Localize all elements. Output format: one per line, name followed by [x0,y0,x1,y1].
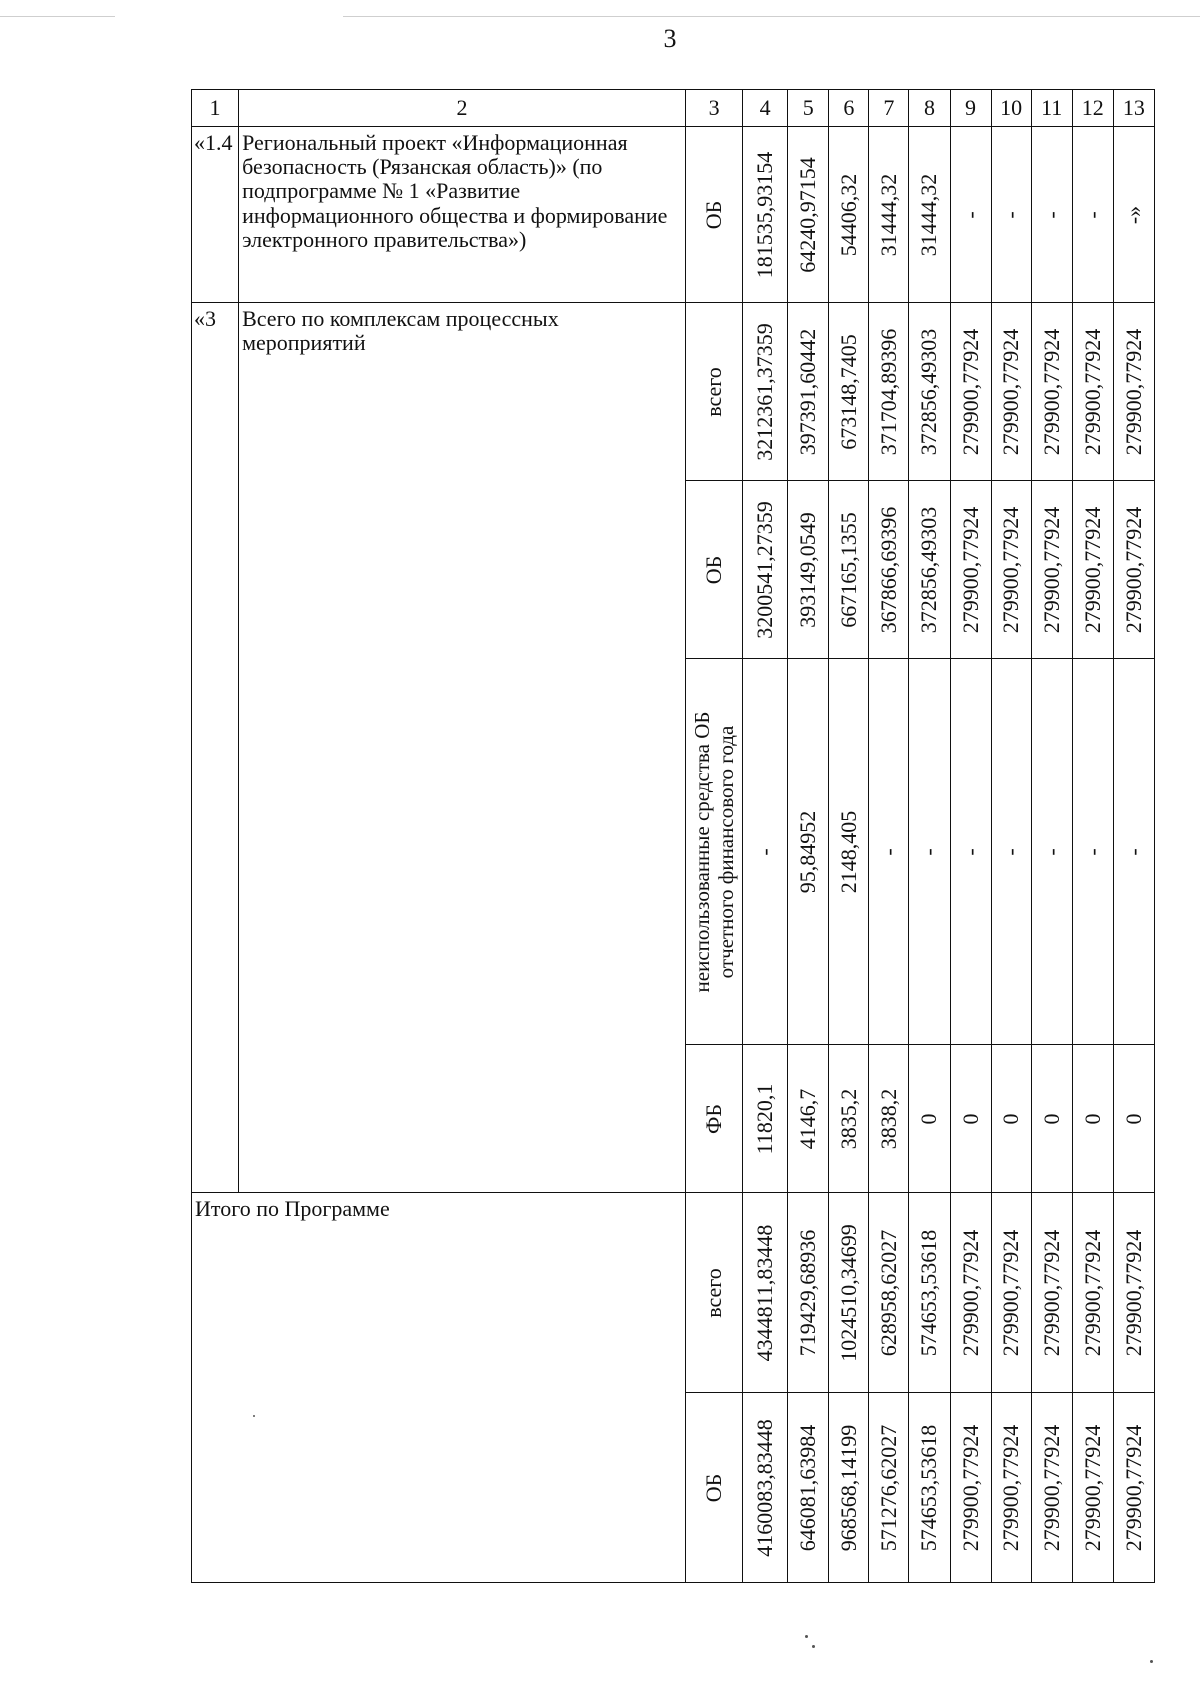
amount-cell [991,303,1031,481]
amount-cell [1072,127,1113,303]
amount-value: 279900,77924 [1079,1424,1105,1551]
scan-speck [805,1635,808,1638]
amount-cell [1072,1193,1113,1393]
amount-cell [788,127,829,303]
amount-value: 95,84952 [795,810,821,893]
column-number: 3 [686,90,743,127]
amount-value: 393149,0549 [795,511,821,628]
amount-value: 0 [998,1113,1024,1124]
amount-value: 11820,1 [752,1083,778,1154]
column-number: 1 [192,90,239,127]
amount-value: 279900,77924 [998,1229,1024,1356]
column-number: 6 [829,90,869,127]
amount-value: - [1038,847,1064,856]
amount-value: 3200541,27359 [752,500,778,639]
amount-value: - [957,210,983,219]
table-row [192,127,1155,303]
amount-value: 31444,32 [916,173,942,256]
amount-cell [743,1193,788,1393]
amount-value: 574653,53618 [916,1424,942,1551]
amount-cell [1031,481,1072,659]
amount-value: 673148,7405 [835,333,861,450]
scan-speck [253,1415,255,1417]
amount-cell [1113,1193,1154,1393]
page-number: 3 [663,24,677,53]
amount-cell [788,1193,829,1393]
amount-value: 0 [1079,1113,1105,1124]
amount-cell [743,1393,788,1583]
amount-value: - [875,847,901,856]
amount-cell [1113,127,1154,303]
column-number: 11 [1031,90,1072,127]
amount-cell [1113,1393,1154,1583]
amount-cell [909,303,950,481]
amount-value: 279900,77924 [998,506,1024,633]
amount-cell [1113,659,1154,1045]
amount-cell [1031,1045,1072,1193]
amount-value: 4160083,83448 [752,1418,778,1557]
amount-value: 372856,49303 [916,328,942,455]
funding-source-label: ОБ [700,555,726,584]
column-number: 7 [869,90,909,127]
amount-cell [743,303,788,481]
column-number: 12 [1072,90,1113,127]
amount-cell [991,659,1031,1045]
amount-cell [1072,303,1113,481]
amount-cell [1031,303,1072,481]
amount-cell [950,303,991,481]
amount-value: 667165,1355 [835,511,861,628]
amount-cell [991,1393,1031,1583]
funding-source [686,1393,743,1583]
column-number: 4 [743,90,788,127]
amount-cell [909,659,950,1045]
amount-value: 4146,7 [795,1088,821,1149]
amount-value: 4344811,83448 [752,1224,778,1361]
amount-value: 0 [1038,1113,1064,1124]
amount-cell [909,127,950,303]
amount-value: 279900,77924 [957,1424,983,1551]
funding-source [686,659,743,1045]
amount-value: 279900,77924 [1120,506,1146,633]
amount-cell [909,481,950,659]
funding-source-label: всего [700,366,726,417]
amount-cell [1072,1393,1113,1583]
amount-value: 3212361,37359 [752,322,778,461]
amount-cell [909,1045,950,1193]
amount-cell [991,1045,1031,1193]
amount-cell [950,1193,991,1393]
scan-artifact-line [343,16,1200,17]
funding-source-label: ОБ [700,200,726,229]
amount-value: 279900,77924 [998,1424,1024,1551]
amount-cell [1072,659,1113,1045]
amount-value: 571276,62027 [875,1424,901,1551]
amount-cell [950,127,991,303]
amount-value: 31444,32 [875,173,901,256]
funding-source [686,1045,743,1193]
amount-cell [743,659,788,1045]
funding-source [686,1193,743,1393]
amount-value: 3838,2 [875,1088,901,1149]
amount-value: 54406,32 [835,173,861,256]
amount-value: 3835,2 [835,1088,861,1149]
amount-value: - [998,847,1024,856]
amount-value: 1024510,34699 [835,1223,861,1362]
amount-value: 628958,62027 [875,1229,901,1356]
amount-value: - [957,847,983,856]
amount-value: 64240,97154 [795,156,821,273]
amount-value: 279900,77924 [1038,1229,1064,1356]
amount-cell [788,1393,829,1583]
amount-cell [829,1193,869,1393]
amount-value: 0 [916,1113,942,1124]
scan-artifact-line [0,16,115,17]
amount-cell [909,1393,950,1583]
amount-value: 279900,77924 [957,328,983,455]
amount-value: - [752,847,778,856]
funding-source-label: ОБ [700,1473,726,1502]
amount-cell [829,481,869,659]
amount-value: - [1038,210,1064,219]
amount-cell [829,303,869,481]
row-name: Региональный проект «Информационная безопасность (Рязанская область)» (по подпрограмме № 1 «Развитие информационного общества и формирование электронного правительства») [239,127,686,303]
amount-cell [1113,1045,1154,1193]
amount-cell [991,127,1031,303]
column-number: 13 [1113,90,1154,127]
funding-source-label: неиспользованные средства ОБ отчетного финансового года [689,711,739,992]
amount-value: 397391,60442 [795,328,821,455]
amount-cell [909,1193,950,1393]
scan-speck [1150,1660,1153,1663]
amount-cell [869,1193,909,1393]
row-name: Итого по Программе [192,1193,686,1583]
funding-source-label: всего [700,1267,726,1318]
amount-cell [950,659,991,1045]
amount-value: 279900,77924 [1079,328,1105,455]
row-code: «1.4 [192,127,239,303]
amount-value: - [1079,847,1105,856]
amount-cell [1072,1045,1113,1193]
column-number: 8 [909,90,950,127]
amount-value: 279900,77924 [1038,506,1064,633]
amount-value: 367866,69396 [875,506,901,633]
funding-source [686,481,743,659]
column-number-row [192,90,1155,127]
amount-cell [743,481,788,659]
amount-value: 719429,68936 [795,1229,821,1356]
amount-cell [950,1393,991,1583]
table-row [192,1193,1155,1393]
amount-value: - [916,847,942,856]
row-name: Всего по комплексам процессных мероприятий [239,303,686,1193]
amount-value: 279900,77924 [998,328,1024,455]
amount-value: -» [1120,205,1146,224]
column-number: 5 [788,90,829,127]
amount-value: 279900,77924 [1079,1229,1105,1356]
amount-value: - [1079,210,1105,219]
program-finance-table [191,89,1155,1583]
amount-value: 0 [1120,1113,1146,1124]
amount-value: 279900,77924 [957,1229,983,1356]
amount-value: 279900,77924 [1120,1229,1146,1356]
amount-cell [991,1193,1031,1393]
amount-cell [788,1045,829,1193]
amount-cell [788,303,829,481]
amount-cell [869,127,909,303]
amount-cell [869,1393,909,1583]
row-code: «3 [192,303,239,1193]
amount-cell [1113,303,1154,481]
amount-cell [829,1393,869,1583]
amount-value: 279900,77924 [957,506,983,633]
amount-cell [1113,481,1154,659]
amount-cell [743,127,788,303]
amount-cell [1072,481,1113,659]
amount-value: 279900,77924 [1120,328,1146,455]
amount-value: - [998,210,1024,219]
amount-cell [1031,659,1072,1045]
column-number: 10 [991,90,1031,127]
amount-value: 181535,93154 [752,151,778,278]
column-number: 9 [950,90,991,127]
amount-cell [1031,1193,1072,1393]
amount-value: 279900,77924 [1038,1424,1064,1551]
amount-cell [829,1045,869,1193]
amount-value: 646081,63984 [795,1424,821,1551]
amount-value: 279900,77924 [1038,328,1064,455]
amount-value: - [1120,847,1146,856]
amount-cell [743,1045,788,1193]
funding-source [686,127,743,303]
amount-cell [788,659,829,1045]
scan-speck [812,1645,815,1648]
amount-cell [869,303,909,481]
amount-value: 2148,405 [835,810,861,893]
amount-cell [869,659,909,1045]
amount-value: 371704,89396 [875,328,901,455]
amount-cell [950,481,991,659]
amount-cell [829,127,869,303]
amount-value: 0 [957,1113,983,1124]
amount-value: 279900,77924 [1120,1424,1146,1551]
amount-cell [869,1045,909,1193]
amount-cell [829,659,869,1045]
amount-cell [869,481,909,659]
amount-cell [788,481,829,659]
table-row [192,303,1155,481]
amount-cell [991,481,1031,659]
amount-value: 372856,49303 [916,506,942,633]
funding-source-label: ФБ [700,1103,726,1134]
amount-cell [950,1045,991,1193]
column-number: 2 [239,90,686,127]
amount-value: 968568,14199 [835,1424,861,1551]
funding-source [686,303,743,481]
amount-value: 279900,77924 [1079,506,1105,633]
amount-value: 574653,53618 [916,1229,942,1356]
amount-cell [1031,127,1072,303]
amount-cell [1031,1393,1072,1583]
